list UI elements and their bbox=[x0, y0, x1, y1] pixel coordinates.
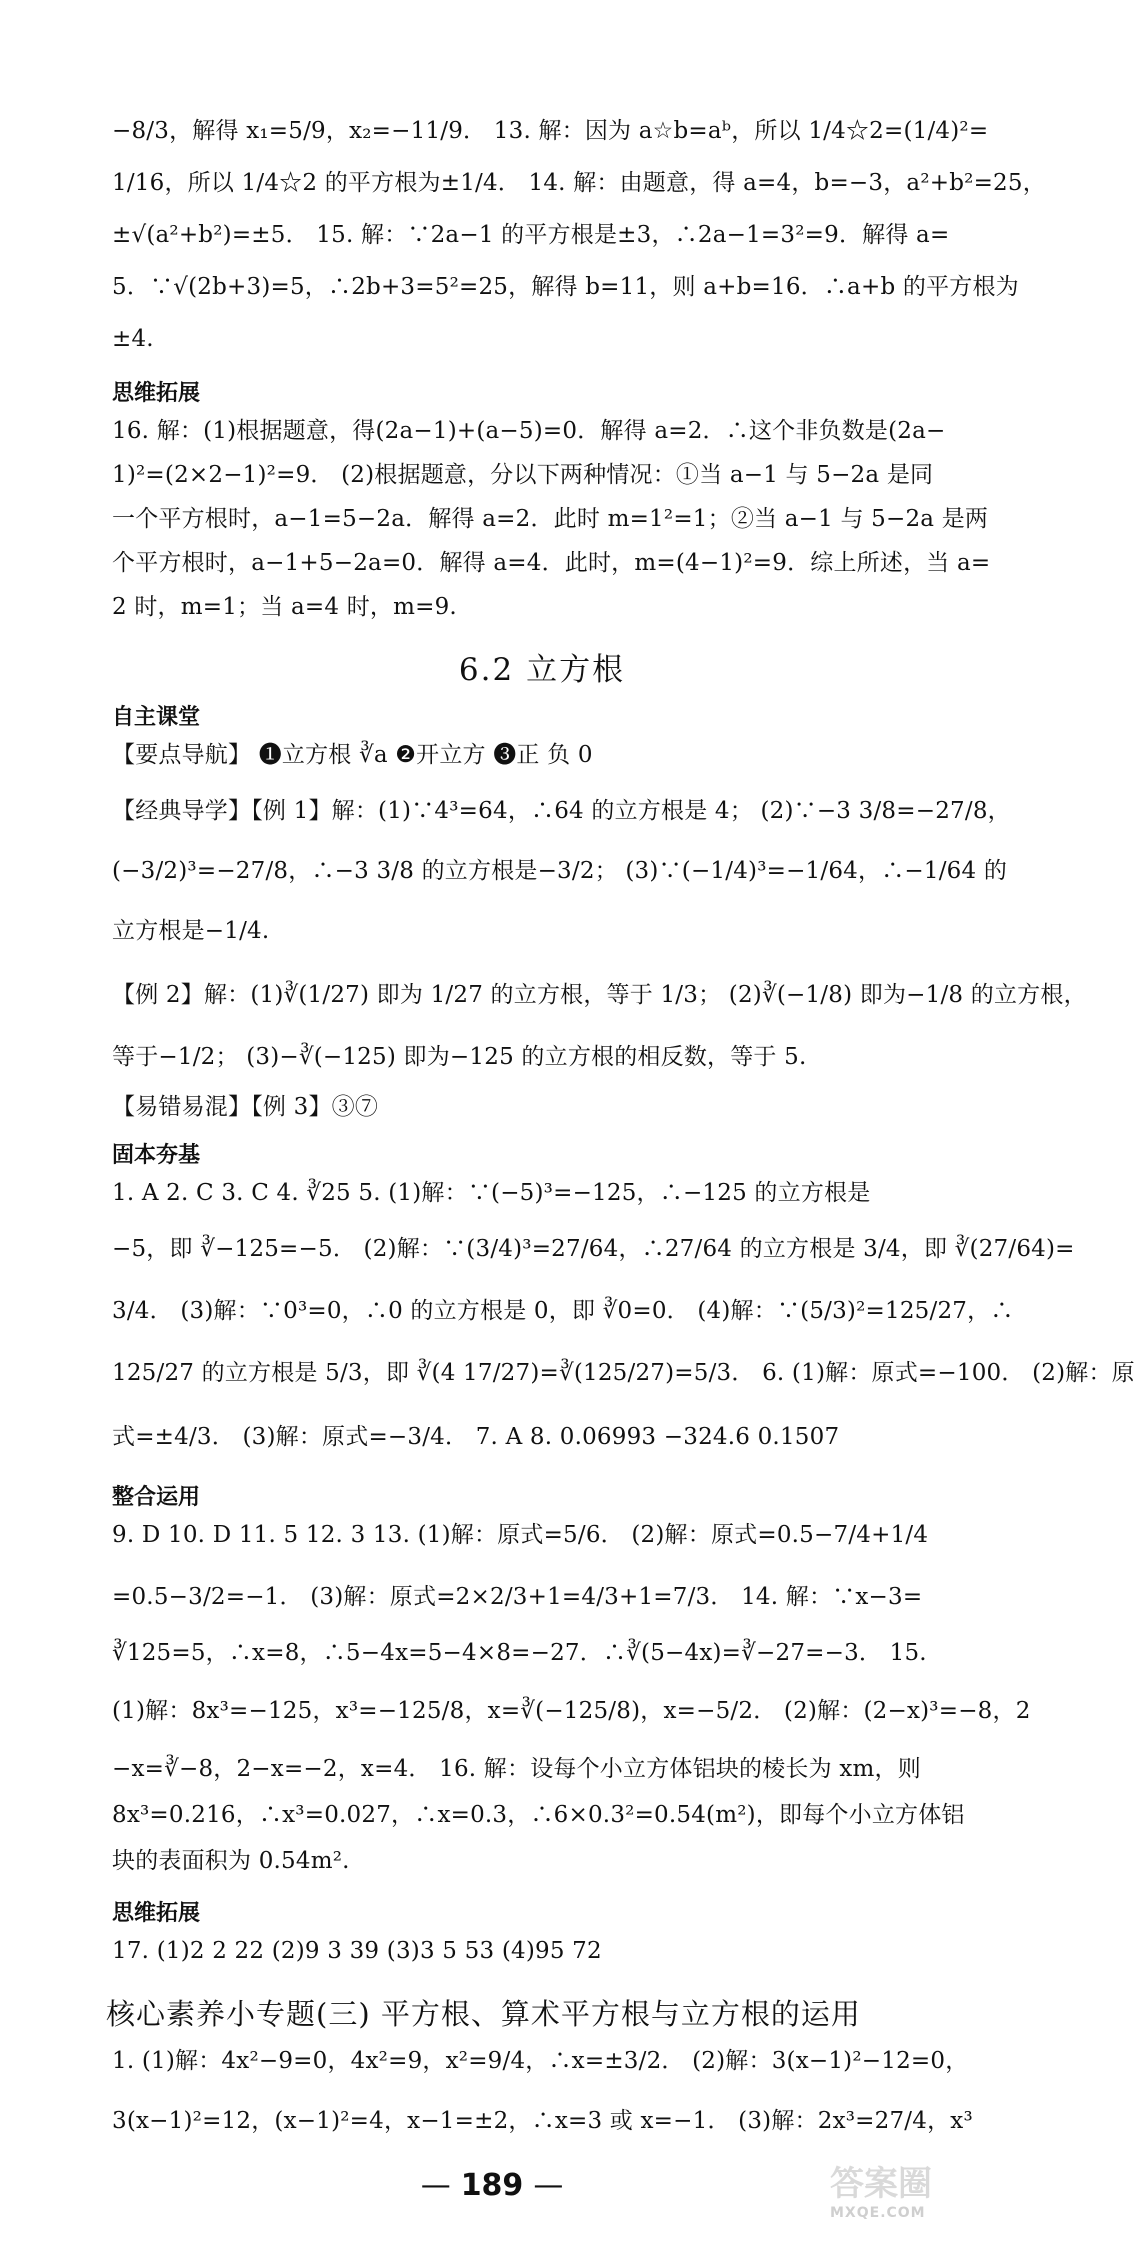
text-line: 5．∵√(2b+3)=5，∴2b+3=5²=25，解得 b=11，则 a+b=16．∴a+b 的平方根为 bbox=[112, 274, 1019, 300]
text-line: ±√(a²+b²)=±5． 15. 解：∵2a−1 的平方根是±3，∴2a−1=3²=9．解得 a= bbox=[112, 222, 950, 248]
text-line: 3/4． (3)解：∵0³=0，∴0 的立方根是 0，即 ∛0=0． (4)解：∵(5/3)²=125/27，∴ bbox=[112, 1298, 1014, 1324]
text-line: 块的表面积为 0.54m². bbox=[112, 1848, 350, 1874]
text-line: 一个平方根时，a−1=5−2a．解得 a=2．此时 m=1²=1；②当 a−1 与 5−2a 是两 bbox=[112, 506, 989, 532]
text-line: −8/3，解得 x₁=5/9，x₂=−11/9． 13. 解：因为 a☆b=aᵇ，所以 1/4☆2=(1/4)²= bbox=[112, 118, 989, 144]
text-line: ±4. bbox=[112, 326, 154, 352]
topic-title: 核心素养小专题(三) 平方根、算术平方根与立方根的运用 bbox=[106, 1997, 861, 2031]
text-line: ∛125=5，∴x=8，∴5−4x=5−4×8=−27．∴∛(5−4x)=∛−27=−3． 15. bbox=[112, 1640, 927, 1666]
text-line: 【经典导学】【例 1】解：(1)∵4³=64，∴64 的立方根是 4； (2)∵−3 3/8=−27/8， bbox=[112, 798, 1011, 824]
section-heading-guben: 固本夯基 bbox=[112, 1143, 201, 1168]
text-line: (−3/2)³=−27/8，∴−3 3/8 的立方根是−3/2； (3)∵(−1/4)³=−1/64，∴−1/64 的 bbox=[112, 858, 1008, 884]
watermark-url: MXQE.COM bbox=[830, 2205, 926, 2221]
watermark-logo: 答案圈 bbox=[830, 2164, 932, 2204]
section-title: 6.2 立方根 bbox=[458, 652, 626, 688]
text-line: 17. (1)2 2 22 (2)9 3 39 (3)3 5 53 (4)95 72 bbox=[112, 1938, 602, 1964]
section-heading-siwei-2: 思维拓展 bbox=[112, 1901, 201, 1926]
text-line: 个平方根时，a−1+5−2a=0．解得 a=4．此时，m=(4−1)²=9．综上所述，当 a= bbox=[112, 550, 991, 576]
text-line: −x=∛−8，2−x=−2，x=4． 16. 解：设每个小立方体铝块的棱长为 xm，则 bbox=[112, 1756, 921, 1782]
text-line: 3(x−1)²=12，(x−1)²=4，x−1=±2，∴x=3 或 x=−1． (3)解：2x³=27/4，x³ bbox=[112, 2108, 973, 2134]
section-heading-siwei: 思维拓展 bbox=[112, 381, 201, 406]
text-line: 式=±4/3． (3)解：原式=−3/4． 7. A 8. 0.06993 −324.6 0.1507 bbox=[112, 1424, 840, 1450]
page-number-value: 189 bbox=[460, 2168, 524, 2203]
text-line: 1. (1)解：4x²−9=0，4x²=9，x²=9/4，∴x=±3/2． (2)解：3(x−1)²−12=0， bbox=[112, 2048, 969, 2074]
text-line: 1. A 2. C 3. C 4. ∛25 5. (1)解：∵(−5)³=−125，∴−125 的立方根是 bbox=[112, 1180, 871, 1206]
text-line: 9. D 10. D 11. 5 12. 3 13. (1)解：原式=5/6． (2)解：原式=0.5−7/4+1/4 bbox=[112, 1522, 929, 1548]
text-line: 16. 解：(1)根据题意，得(2a−1)+(a−5)=0．解得 a=2．∴这个非负数是(2a− bbox=[112, 418, 946, 444]
text-line: −5，即 ∛−125=−5． (2)解：∵(3/4)³=27/64，∴27/64 的立方根是 3/4，即 ∛(27/64)= bbox=[112, 1236, 1075, 1262]
page-number bbox=[112, 2168, 872, 2203]
text-line: 【要点导航】 ❶立方根 ∛a ❷开立方 ❸正 负 0 bbox=[112, 742, 593, 768]
text-line: (1)解：8x³=−125，x³=−125/8，x=∛(−125/8)，x=−5/2． (2)解：(2−x)³=−8，2 bbox=[112, 1698, 1031, 1724]
section-heading-zizhu: 自主课堂 bbox=[112, 705, 201, 730]
text-line: =0.5−3/2=−1． (3)解：原式=2×2/3+1=4/3+1=7/3． 14. 解：∵x−3= bbox=[112, 1584, 923, 1610]
watermark bbox=[830, 2156, 980, 2226]
text-line: 等于−1/2； (3)−∛(−125) 即为−125 的立方根的相反数，等于 5. bbox=[112, 1044, 807, 1070]
page-number-dash-left: — bbox=[420, 2168, 451, 2203]
text-line: 【易错易混】【例 3】③⑦ bbox=[112, 1094, 379, 1120]
text-line: 2 时，m=1；当 a=4 时，m=9. bbox=[112, 594, 457, 620]
text-line: 【例 2】解：(1)∛(1/27) 即为 1/27 的立方根，等于 1/3； (2)∛(−1/8) 即为−1/8 的立方根， bbox=[112, 982, 1087, 1008]
text-line: 1/16，所以 1/4☆2 的平方根为±1/4． 14. 解：由题意，得 a=4，b=−3，a²+b²=25， bbox=[112, 170, 1046, 196]
text-line: 125/27 的立方根是 5/3，即 ∛(4 17/27)=∛(125/27)=5/3． 6. (1)解：原式=−100． (2)解：原 bbox=[112, 1360, 1135, 1386]
section-heading-zhenghe: 整合运用 bbox=[112, 1485, 201, 1510]
page-number-dash-right: — bbox=[533, 2168, 564, 2203]
text-line: 1)²=(2×2−1)²=9． (2)根据题意，分以下两种情况：①当 a−1 与 5−2a 是同 bbox=[112, 462, 934, 488]
text-line: 8x³=0.216，∴x³=0.027，∴x=0.3，∴6×0.3²=0.54(m²)，即每个小立方体铝 bbox=[112, 1802, 965, 1828]
text-line: 立方根是−1/4. bbox=[112, 918, 270, 944]
